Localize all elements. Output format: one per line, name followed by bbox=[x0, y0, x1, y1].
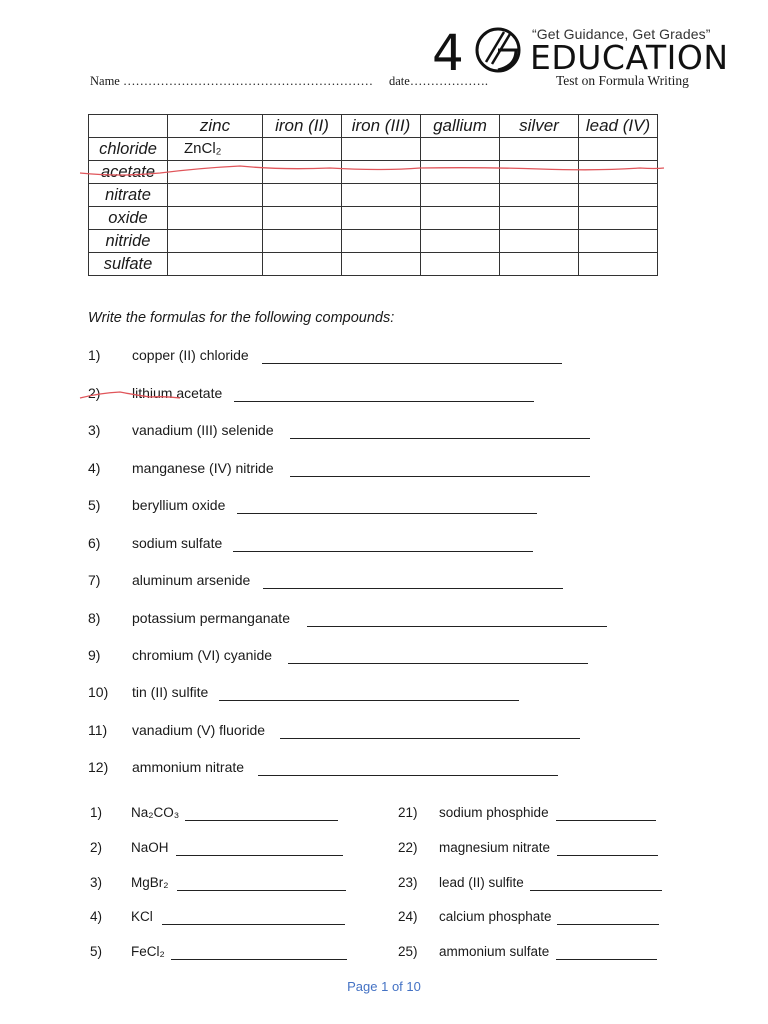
answer-line[interactable] bbox=[307, 626, 607, 627]
question-number: 10) bbox=[88, 684, 109, 700]
answer-line[interactable] bbox=[176, 855, 343, 856]
svg-text:4: 4 bbox=[432, 26, 464, 74]
answer-cell[interactable] bbox=[263, 207, 342, 230]
answer-cell[interactable] bbox=[421, 207, 500, 230]
answer-line[interactable] bbox=[177, 890, 346, 891]
answer-line[interactable] bbox=[288, 663, 588, 664]
row-header: nitrate bbox=[89, 184, 168, 207]
col-header: iron (II) bbox=[263, 115, 342, 138]
item-number: 23) bbox=[398, 875, 418, 890]
item-text: NaOH bbox=[131, 840, 169, 855]
page-number: Page 1 of 10 bbox=[347, 979, 421, 994]
answer-cell[interactable] bbox=[168, 184, 263, 207]
question-number: 1) bbox=[88, 347, 101, 363]
answer-line[interactable] bbox=[237, 513, 537, 514]
question-text: chromium (VI) cyanide bbox=[132, 647, 273, 663]
answer-line[interactable] bbox=[263, 588, 563, 589]
table-corner-cell bbox=[89, 115, 168, 138]
question-number: 4) bbox=[88, 460, 101, 476]
col-header: silver bbox=[500, 115, 579, 138]
answer-cell[interactable] bbox=[500, 253, 579, 276]
logo-slogan: “Get Guidance, Get Grades” bbox=[532, 26, 711, 42]
row-header: sulfate bbox=[89, 253, 168, 276]
name-field-label[interactable]: Name …………………………………………………… bbox=[90, 74, 373, 88]
answer-cell[interactable] bbox=[342, 207, 421, 230]
answer-cell[interactable] bbox=[500, 207, 579, 230]
table-row bbox=[89, 253, 658, 276]
question-text: tin (II) sulfite bbox=[132, 684, 209, 700]
formula-table bbox=[88, 114, 658, 276]
answer-line[interactable] bbox=[262, 363, 562, 364]
item-text: MgBr₂ bbox=[131, 875, 169, 890]
item-number: 4) bbox=[90, 909, 103, 924]
question-number: 8) bbox=[88, 610, 101, 626]
answer-cell[interactable] bbox=[421, 230, 500, 253]
item-text: magnesium nitrate bbox=[439, 840, 551, 855]
row-header: chloride bbox=[89, 138, 168, 161]
col-header: zinc bbox=[168, 115, 263, 138]
answer-cell[interactable] bbox=[421, 138, 500, 161]
question-number: 5) bbox=[88, 497, 101, 513]
question-number: 12) bbox=[88, 759, 109, 775]
answer-cell[interactable] bbox=[579, 207, 658, 230]
logo-wordmark: EDUCATION bbox=[530, 38, 729, 77]
answer-line[interactable] bbox=[280, 738, 580, 739]
question-text: sodium sulfate bbox=[132, 535, 223, 551]
answer-line[interactable] bbox=[162, 924, 345, 925]
answer-line[interactable] bbox=[530, 890, 662, 891]
question-text: aluminum arsenide bbox=[132, 572, 251, 588]
answer-cell[interactable] bbox=[342, 253, 421, 276]
item-number: 21) bbox=[398, 805, 418, 820]
answer-line[interactable] bbox=[556, 820, 656, 821]
answer-cell[interactable] bbox=[342, 184, 421, 207]
item-text: Na₂CO₃ bbox=[131, 805, 180, 820]
question-text: potassium permanganate bbox=[132, 610, 290, 626]
item-text: calcium phosphate bbox=[439, 909, 552, 924]
answer-cell[interactable] bbox=[263, 184, 342, 207]
answer-cell[interactable] bbox=[342, 230, 421, 253]
date-field-label[interactable]: date………………. bbox=[389, 74, 488, 88]
question-number: 6) bbox=[88, 535, 101, 551]
answer-cell[interactable] bbox=[168, 161, 263, 184]
item-number: 22) bbox=[398, 840, 418, 855]
answer-cell[interactable] bbox=[500, 230, 579, 253]
answer-cell[interactable] bbox=[421, 253, 500, 276]
answer-cell[interactable] bbox=[500, 161, 579, 184]
answer-cell[interactable] bbox=[168, 207, 263, 230]
answer-line[interactable] bbox=[290, 438, 590, 439]
item-text: ammonium sulfate bbox=[439, 944, 550, 959]
question-number: 3) bbox=[88, 422, 101, 438]
answer-line[interactable] bbox=[233, 551, 533, 552]
answer-line[interactable] bbox=[185, 820, 338, 821]
answer-cell[interactable] bbox=[342, 138, 421, 161]
question-number: 11) bbox=[88, 722, 108, 738]
answer-cell[interactable] bbox=[263, 138, 342, 161]
table-row bbox=[89, 184, 658, 207]
answer-cell[interactable] bbox=[579, 184, 658, 207]
answer-cell[interactable] bbox=[342, 161, 421, 184]
item-text: sodium phosphide bbox=[439, 805, 549, 820]
answer-cell[interactable] bbox=[579, 161, 658, 184]
answer-cell[interactable] bbox=[579, 253, 658, 276]
question-text: ammonium nitrate bbox=[132, 759, 245, 775]
answer-line[interactable] bbox=[290, 476, 590, 477]
item-text: KCl bbox=[131, 909, 153, 924]
question-text: vanadium (V) fluoride bbox=[132, 722, 266, 738]
item-number: 3) bbox=[90, 875, 103, 890]
instructions: Write the formulas for the following compounds: bbox=[88, 310, 395, 326]
table-row bbox=[89, 230, 658, 253]
question-number: 9) bbox=[88, 647, 101, 663]
answer-cell[interactable] bbox=[168, 230, 263, 253]
table-row bbox=[89, 207, 658, 230]
col-header: iron (III) bbox=[342, 115, 421, 138]
row-header: nitride bbox=[89, 230, 168, 253]
answer-cell[interactable] bbox=[421, 161, 500, 184]
logo-4g-mark bbox=[432, 26, 528, 74]
answer-cell[interactable] bbox=[579, 230, 658, 253]
answer-line[interactable] bbox=[557, 924, 659, 925]
test-title: Test on Formula Writing bbox=[556, 73, 689, 88]
question-text: beryllium oxide bbox=[132, 497, 226, 513]
item-text: FeCl₂ bbox=[131, 944, 165, 959]
answer-line[interactable] bbox=[556, 959, 657, 960]
item-number: 25) bbox=[398, 944, 418, 959]
item-text: lead (II) sulfite bbox=[439, 875, 524, 890]
row-header: acetate bbox=[89, 161, 168, 184]
answer-cell[interactable] bbox=[579, 138, 658, 161]
table-header-row bbox=[89, 115, 658, 138]
answer-cell[interactable] bbox=[421, 184, 500, 207]
table-row bbox=[89, 161, 658, 184]
question-number: 2) bbox=[88, 385, 101, 401]
answer-line[interactable] bbox=[557, 855, 658, 856]
answer-cell[interactable] bbox=[263, 230, 342, 253]
answer-cell[interactable] bbox=[168, 253, 263, 276]
answer-cell[interactable] bbox=[500, 184, 579, 207]
col-header: gallium bbox=[421, 115, 500, 138]
question-text: manganese (IV) nitride bbox=[132, 460, 274, 476]
answer-cell[interactable] bbox=[500, 138, 579, 161]
row-header: oxide bbox=[89, 207, 168, 230]
answer-line[interactable] bbox=[219, 700, 519, 701]
item-number: 5) bbox=[90, 944, 103, 959]
col-header: lead (IV) bbox=[579, 115, 658, 138]
table-row bbox=[89, 138, 658, 161]
question-text: lithium acetate bbox=[132, 385, 223, 401]
answer-line[interactable] bbox=[258, 775, 558, 776]
answer-cell[interactable] bbox=[263, 253, 342, 276]
question-number: 7) bbox=[88, 572, 101, 588]
item-number: 1) bbox=[90, 805, 103, 820]
answer-cell[interactable]: ZnCl₂ bbox=[168, 138, 263, 161]
answer-line[interactable] bbox=[171, 959, 347, 960]
answer-cell[interactable] bbox=[263, 161, 342, 184]
answer-line[interactable] bbox=[234, 401, 534, 402]
item-number: 24) bbox=[398, 909, 418, 924]
item-number: 2) bbox=[90, 840, 103, 855]
question-text: vanadium (III) selenide bbox=[132, 422, 274, 438]
question-text: copper (II) chloride bbox=[132, 347, 249, 363]
